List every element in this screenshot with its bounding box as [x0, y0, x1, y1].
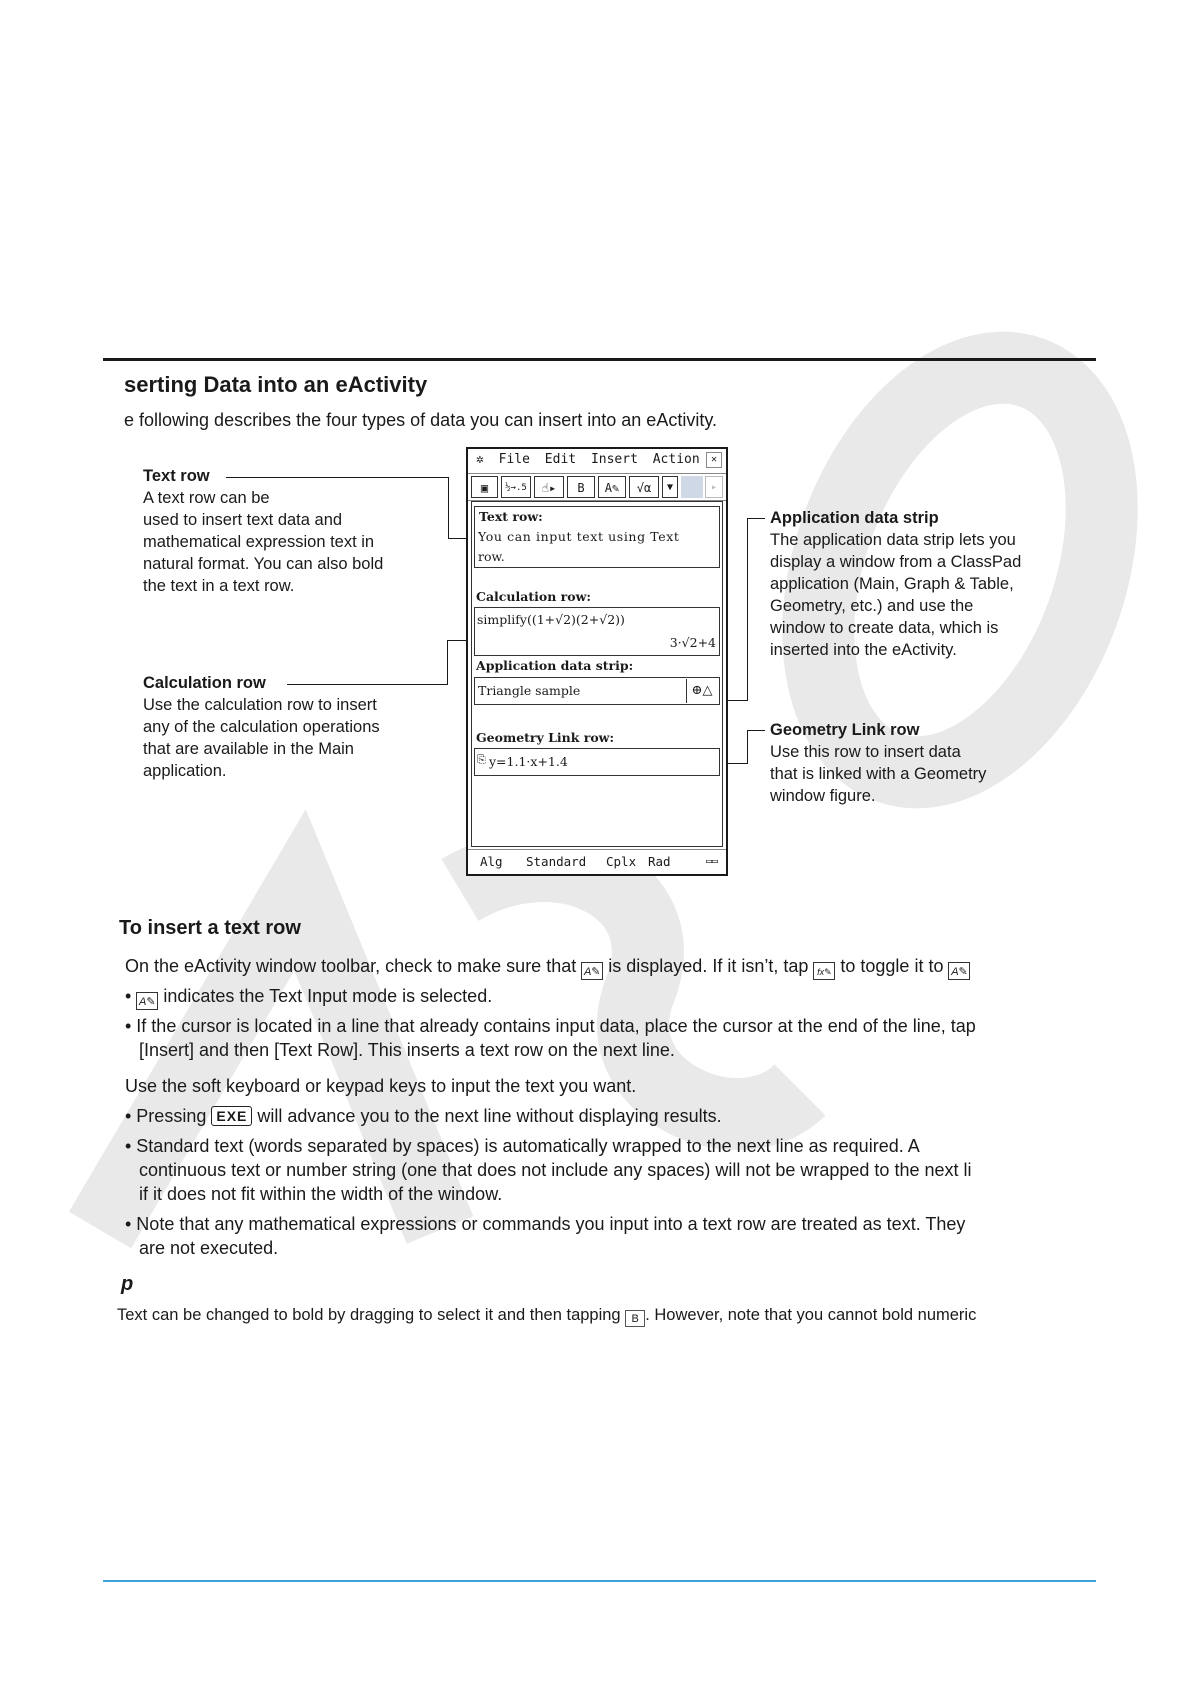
- menu-file[interactable]: File: [498, 452, 530, 467]
- scroll-right-icon[interactable]: ▸: [705, 476, 723, 498]
- geo-value: y=1.1·x+1.4: [489, 754, 568, 769]
- callout-line: the text in a text row.: [143, 577, 295, 595]
- callout-line: that is linked with a Geometry: [770, 765, 987, 783]
- exe-key: EXE: [211, 1106, 252, 1126]
- settings-gear-icon[interactable]: ✲: [476, 452, 484, 467]
- text-row-line: row.: [478, 549, 505, 564]
- status-bar: [468, 849, 726, 874]
- callout-calc-row: [143, 672, 380, 782]
- step-1-text: to toggle it to: [840, 956, 944, 976]
- callout-line: that are available in the Main: [143, 740, 354, 758]
- menu-edit[interactable]: Edit: [544, 452, 577, 467]
- callout-text-row: [143, 465, 383, 597]
- leader-line: [747, 730, 748, 763]
- leader-line: [747, 518, 765, 519]
- bullet-text-mode: • A✎ indicates the Text Input mode is selected.: [125, 986, 493, 1008]
- bullet-text: • Standard text (words separated by spaces) is automatically wrapped to the next line as required. A: [125, 1136, 920, 1156]
- callout-calc-row-title: Calculation row: [143, 674, 266, 692]
- bullet-text: • If the cursor is located in a line that already contains input data, place the cursor at the end of the line, tap: [125, 1016, 976, 1036]
- top-rule: [103, 358, 1096, 361]
- text-mode-icon[interactable]: A✎: [598, 476, 626, 498]
- step-1-text: is displayed. If it isn’t, tap: [608, 956, 809, 976]
- bullet-text: [Insert] and then [Text Row]. This inserts a text row on the next line.: [139, 1040, 675, 1060]
- callout-line: application (Main, Graph & Table,: [770, 575, 1014, 593]
- leader-line: [747, 730, 765, 731]
- bold-icon: B: [625, 1310, 645, 1327]
- bullet-text: • Pressing: [125, 1106, 207, 1126]
- tip-text: [117, 1306, 976, 1327]
- geometry-app-icon[interactable]: ⊕△: [686, 679, 717, 703]
- calc-row-label: Calculation row:: [476, 589, 591, 604]
- callout-app-strip-title: Application data strip: [770, 509, 939, 527]
- bullet-text: indicates the Text Input mode is selected.: [163, 986, 493, 1006]
- section-intro: e following describes the four types of data you can insert into an eActivity.: [124, 410, 717, 430]
- close-icon[interactable]: ✕: [706, 452, 722, 468]
- bullet-text: will advance you to the next line without displaying results.: [257, 1106, 722, 1126]
- bullet-text: • Note that any mathematical expressions or commands you input into a text row are treated as text. They: [125, 1214, 966, 1234]
- callout-geo-row: [770, 719, 986, 807]
- status-rad[interactable]: Rad: [648, 854, 671, 869]
- callout-line: mathematical expression text in: [143, 533, 375, 551]
- eactivity-workspace: [471, 501, 723, 847]
- bullet-text: continuous text or number string (one that does not include any spaces) will not be wrapped to the next li: [139, 1160, 972, 1180]
- text-row[interactable]: [474, 506, 720, 568]
- callout-line: A text row can be: [143, 489, 270, 507]
- text-row-label: Text row:: [479, 509, 543, 524]
- tip-text-part: . However, note that you cannot bold numeric: [645, 1306, 977, 1324]
- tip-text-part: Text can be changed to bold by dragging to select it and then tapping: [117, 1306, 621, 1324]
- leader-line: [448, 477, 449, 539]
- save-icon[interactable]: ▣: [471, 476, 498, 498]
- step-1-text: On the eActivity window toolbar, check to make sure that: [125, 956, 577, 976]
- leader-line: [287, 684, 447, 685]
- menu-action[interactable]: Action: [652, 452, 700, 467]
- step-1: [125, 954, 970, 980]
- callout-line: Geometry, etc.) and use the: [770, 597, 974, 615]
- link-icon: ⎘: [477, 753, 486, 766]
- callout-line: any of the calculation operations: [143, 718, 380, 736]
- bullet-exe: [125, 1104, 722, 1128]
- app-data-strip[interactable]: [474, 677, 720, 705]
- geometry-link-row[interactable]: [474, 748, 720, 776]
- toolbar-spacer: [681, 476, 703, 498]
- fraction-toggle-icon[interactable]: ½→.5: [501, 476, 531, 498]
- bullet-text: if it does not fit within the width of the window.: [139, 1184, 503, 1204]
- callout-line: display a window from a ClassPad: [770, 553, 1022, 571]
- bullet-text: are not executed.: [139, 1238, 279, 1258]
- leader-line: [725, 763, 748, 764]
- leader-line: [226, 477, 448, 478]
- callout-geo-row-title: Geometry Link row: [770, 721, 920, 739]
- callout-line: The application data strip lets you: [770, 531, 1016, 549]
- calc-row[interactable]: [474, 607, 720, 656]
- callout-line: used to insert text data and: [143, 511, 343, 529]
- leader-line: [725, 700, 748, 701]
- callout-line: natural format. You can also bold: [143, 555, 384, 573]
- calc-input: simplify((1+√2)(2+√2)): [477, 612, 625, 627]
- sqrt-button[interactable]: √α: [629, 476, 659, 498]
- callout-line: inserted into the eActivity.: [770, 641, 957, 659]
- text-mode-icon: A✎: [136, 992, 158, 1010]
- eactivity-screen: [466, 447, 728, 876]
- app-strip-label: Application data strip:: [476, 658, 634, 673]
- status-alg[interactable]: Alg: [480, 854, 503, 869]
- text-mode-icon: A✎: [581, 962, 603, 980]
- menu-bar: [468, 449, 726, 471]
- section-title: serting Data into an eActivity: [124, 372, 428, 397]
- app-strip-value: Triangle sample: [478, 683, 581, 698]
- text-row-line: You can input text using Text: [478, 529, 680, 544]
- geo-row-label: Geometry Link row:: [476, 730, 615, 745]
- bottom-rule: [103, 1580, 1096, 1582]
- toolbar: [468, 473, 726, 501]
- bold-button[interactable]: B: [567, 476, 595, 498]
- callout-line: Use the calculation row to insert: [143, 696, 377, 714]
- menu-insert[interactable]: Insert: [590, 452, 638, 467]
- callout-line: application.: [143, 762, 227, 780]
- leader-line: [747, 518, 748, 700]
- callout-line: window figure.: [770, 787, 876, 805]
- procedure-title: To insert a text row: [119, 917, 301, 939]
- tip-heading: p: [121, 1273, 134, 1295]
- step-2: Use the soft keyboard or keypad keys to input the text you want.: [125, 1076, 637, 1096]
- hand-pointer-icon[interactable]: ☝▸: [534, 476, 564, 498]
- status-standard[interactable]: Standard: [526, 854, 587, 869]
- text-mode-icon: A✎: [948, 962, 970, 980]
- math-mode-icon: fx✎: [813, 962, 835, 980]
- status-cplx[interactable]: Cplx: [606, 854, 637, 869]
- callout-line: Use this row to insert data: [770, 743, 961, 761]
- calc-result: 3·√2+4: [669, 635, 716, 650]
- battery-icon: ▭▭: [706, 856, 719, 867]
- callout-line: window to create data, which is: [770, 619, 999, 637]
- leader-line: [447, 640, 448, 685]
- callout-app-strip: [770, 507, 1021, 661]
- toolbar-dropdown[interactable]: ▼: [662, 476, 678, 498]
- callout-text-row-title: Text row: [143, 467, 210, 485]
